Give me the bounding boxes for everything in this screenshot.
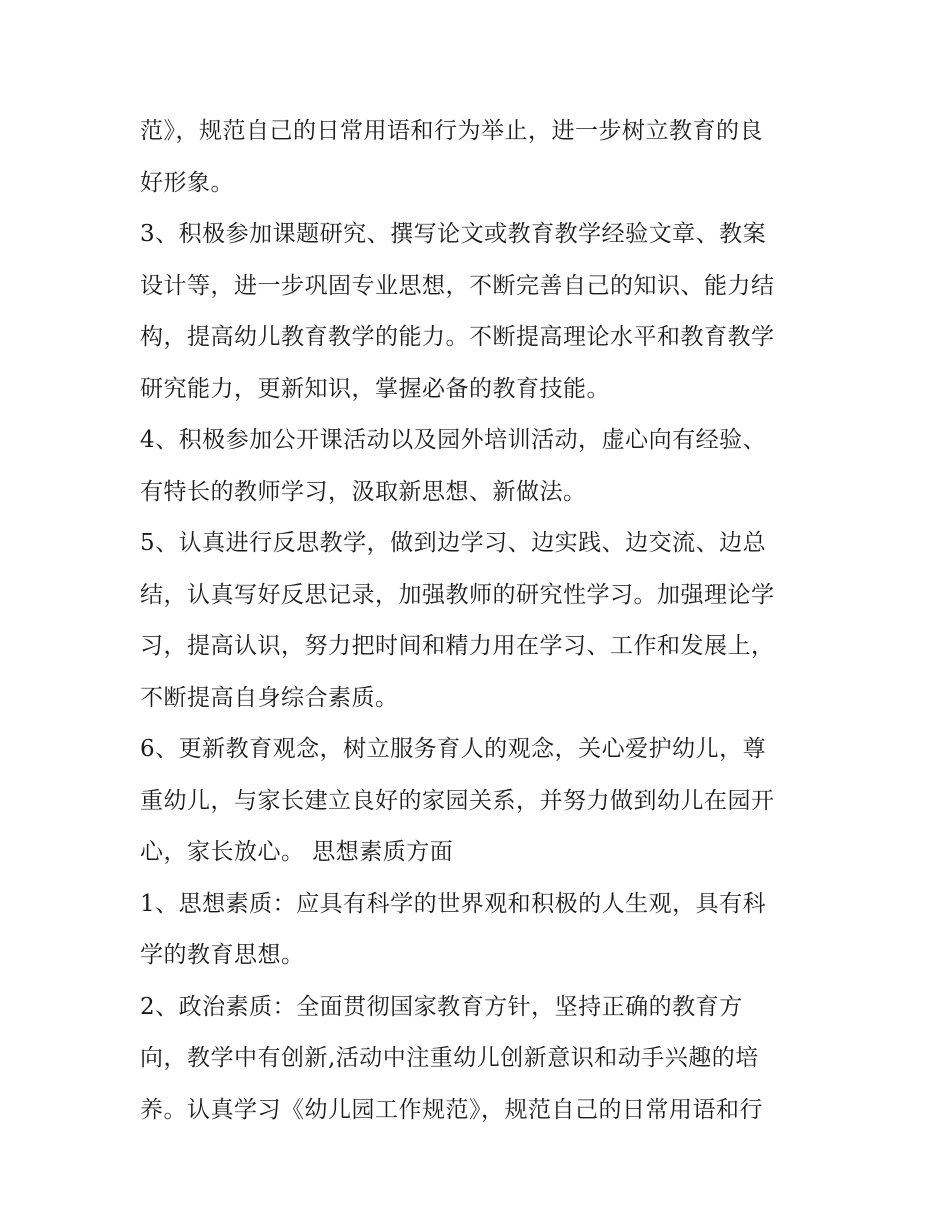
text-line: 好形象。 <box>140 169 234 196</box>
text-line: 向，教学中有创新,活动中注重幼儿创新意识和动手兴趣的培 <box>140 1045 759 1071</box>
text-line: 结，认真写好反思记录，加强教师的研究性学习。加强理论学 <box>140 581 775 608</box>
text-line: 重幼儿，与家长建立良好的家园关系，并努力做到幼儿在园开 <box>140 787 775 814</box>
text-line: 习，提高认识，努力把时间和精力用在学习、工作和发展上， <box>140 633 775 659</box>
text-line: 研究能力，更新知识，掌握必备的教育技能。 <box>140 375 610 402</box>
document-body <box>140 106 820 1136</box>
text-line: 不断提高自身综合素质。 <box>140 684 399 711</box>
text-line: 范》，规范自己的日常用语和行为举止，进一步树立教育的良 <box>140 118 763 144</box>
text-line: 3、积极参加课题研究、撰写论文或教育教学经验文章、教案 <box>140 221 767 247</box>
text-line: 1、思想素质：应具有科学的世界观和积极的人生观，具有科 <box>140 890 767 917</box>
text-line: 2、政治素质：全面贯彻国家教育方针，坚持正确的教育方 <box>140 993 743 1020</box>
text-line: 5、认真进行反思教学，做到边学习、边实践、边交流、边总 <box>140 530 767 556</box>
text-line: 4、积极参加公开课活动以及园外培训活动，虚心向有经验、 <box>140 427 767 453</box>
text-line: 构，提高幼儿教育教学的能力。不断提高理论水平和教育教学 <box>140 324 775 350</box>
text-line: 有特长的教师学习，汲取新思想、新做法。 <box>140 478 587 505</box>
text-line: 学的教育思想。 <box>140 942 305 968</box>
text-line: 设计等，进一步巩固专业思想，不断完善自己的知识、能力结 <box>140 272 775 299</box>
text-line: 心，家长放心。 思想素质方面 <box>140 839 454 865</box>
text-line: 养。认真学习《幼儿园工作规范》，规范自己的日常用语和行 <box>140 1096 763 1123</box>
text-line: 6、更新教育观念，树立服务育人的观念，关心爱护幼儿，尊 <box>140 736 767 762</box>
